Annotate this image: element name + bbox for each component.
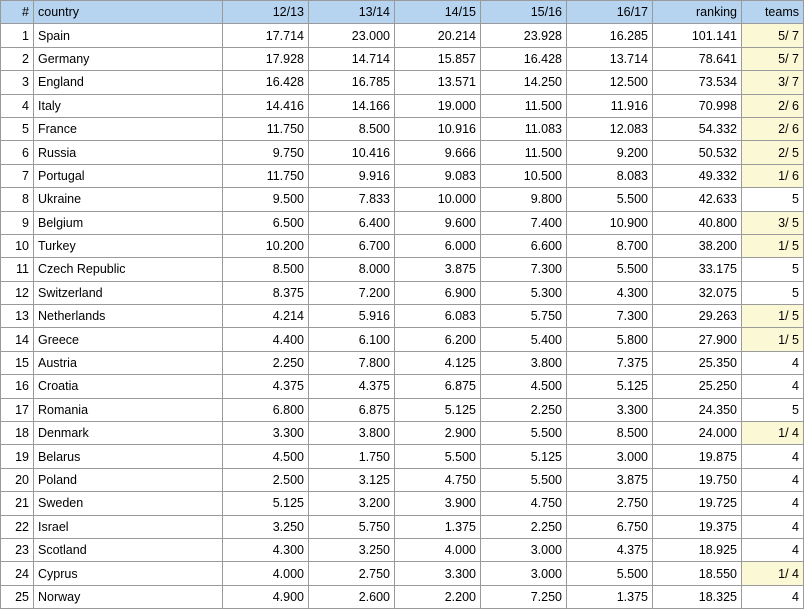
- cell-season-points: 16.785: [309, 71, 395, 94]
- cell-season-points: 5.400: [481, 328, 567, 351]
- cell-rank-number: 4: [1, 94, 34, 117]
- cell-teams: 4: [742, 515, 804, 538]
- cell-season-points: 4.500: [481, 375, 567, 398]
- cell-teams: 4: [742, 351, 804, 374]
- table-row: [1, 211, 804, 234]
- cell-season-points: 2.200: [395, 585, 481, 608]
- cell-season-points: 9.916: [309, 164, 395, 187]
- cell-season-points: 11.750: [223, 117, 309, 140]
- cell-season-points: 11.750: [223, 164, 309, 187]
- cell-total-ranking: 29.263: [653, 305, 742, 328]
- cell-total-ranking: 27.900: [653, 328, 742, 351]
- cell-country: Italy: [34, 94, 223, 117]
- cell-season-points: 9.750: [223, 141, 309, 164]
- cell-rank-number: 2: [1, 47, 34, 70]
- cell-season-points: 12.083: [567, 117, 653, 140]
- cell-rank-number: 3: [1, 71, 34, 94]
- cell-total-ranking: 18.325: [653, 585, 742, 608]
- cell-season-points: 6.600: [481, 234, 567, 257]
- cell-season-points: 6.000: [395, 234, 481, 257]
- cell-season-points: 5.500: [481, 468, 567, 491]
- cell-total-ranking: 33.175: [653, 258, 742, 281]
- cell-season-points: 3.250: [223, 515, 309, 538]
- cell-teams: 4: [742, 492, 804, 515]
- cell-total-ranking: 49.332: [653, 164, 742, 187]
- cell-season-points: 5.750: [309, 515, 395, 538]
- cell-rank-number: 7: [1, 164, 34, 187]
- cell-teams: 1/ 4: [742, 422, 804, 445]
- cell-total-ranking: 101.141: [653, 24, 742, 47]
- cell-rank-number: 1: [1, 24, 34, 47]
- cell-teams: 3/ 5: [742, 211, 804, 234]
- cell-season-points: 6.900: [395, 281, 481, 304]
- column-header-teams[interactable]: teams: [742, 1, 804, 24]
- cell-country: Israel: [34, 515, 223, 538]
- cell-season-points: 4.000: [223, 562, 309, 585]
- cell-total-ranking: 25.350: [653, 351, 742, 374]
- cell-rank-number: 8: [1, 188, 34, 211]
- table-row: [1, 24, 804, 47]
- cell-rank-number: 13: [1, 305, 34, 328]
- cell-country: Netherlands: [34, 305, 223, 328]
- cell-season-points: 6.875: [395, 375, 481, 398]
- cell-season-points: 2.750: [309, 562, 395, 585]
- cell-season-points: 9.666: [395, 141, 481, 164]
- table-row: [1, 47, 804, 70]
- cell-season-points: 4.750: [395, 468, 481, 491]
- cell-total-ranking: 40.800: [653, 211, 742, 234]
- cell-teams: 1/ 5: [742, 328, 804, 351]
- table-row: [1, 188, 804, 211]
- table-row: [1, 585, 804, 608]
- table-row: [1, 515, 804, 538]
- cell-season-points: 1.750: [309, 445, 395, 468]
- column-header-season-1617[interactable]: 16/17: [567, 1, 653, 24]
- cell-rank-number: 6: [1, 141, 34, 164]
- cell-season-points: 6.800: [223, 398, 309, 421]
- cell-season-points: 3.250: [309, 538, 395, 561]
- cell-country: Germany: [34, 47, 223, 70]
- cell-country: Sweden: [34, 492, 223, 515]
- cell-season-points: 3.000: [481, 538, 567, 561]
- table-row: [1, 281, 804, 304]
- cell-season-points: 20.214: [395, 24, 481, 47]
- cell-total-ranking: 19.725: [653, 492, 742, 515]
- cell-season-points: 7.833: [309, 188, 395, 211]
- cell-teams: 5/ 7: [742, 24, 804, 47]
- table-row: [1, 234, 804, 257]
- column-header-season-1213[interactable]: 12/13: [223, 1, 309, 24]
- cell-total-ranking: 18.550: [653, 562, 742, 585]
- cell-season-points: 4.375: [567, 538, 653, 561]
- cell-country: Turkey: [34, 234, 223, 257]
- table-header: [1, 1, 804, 24]
- cell-country: Portugal: [34, 164, 223, 187]
- column-header-season-1314[interactable]: 13/14: [309, 1, 395, 24]
- cell-rank-number: 9: [1, 211, 34, 234]
- cell-total-ranking: 19.750: [653, 468, 742, 491]
- cell-country: France: [34, 117, 223, 140]
- cell-season-points: 5.125: [481, 445, 567, 468]
- cell-season-points: 14.250: [481, 71, 567, 94]
- cell-country: Poland: [34, 468, 223, 491]
- column-header-season-1516[interactable]: 15/16: [481, 1, 567, 24]
- cell-season-points: 5.125: [395, 398, 481, 421]
- cell-season-points: 4.000: [395, 538, 481, 561]
- cell-season-points: 7.250: [481, 585, 567, 608]
- cell-season-points: 15.857: [395, 47, 481, 70]
- cell-season-points: 3.200: [309, 492, 395, 515]
- cell-season-points: 2.250: [481, 515, 567, 538]
- table-body: [1, 24, 804, 609]
- cell-season-points: 6.200: [395, 328, 481, 351]
- table-row: [1, 562, 804, 585]
- cell-season-points: 5.500: [567, 188, 653, 211]
- cell-season-points: 10.900: [567, 211, 653, 234]
- cell-season-points: 9.500: [223, 188, 309, 211]
- cell-total-ranking: 32.075: [653, 281, 742, 304]
- cell-season-points: 3.300: [395, 562, 481, 585]
- cell-season-points: 8.500: [567, 422, 653, 445]
- cell-country: Russia: [34, 141, 223, 164]
- cell-season-points: 3.800: [309, 422, 395, 445]
- cell-season-points: 6.500: [223, 211, 309, 234]
- cell-season-points: 8.375: [223, 281, 309, 304]
- table-row: [1, 141, 804, 164]
- cell-season-points: 2.750: [567, 492, 653, 515]
- cell-total-ranking: 70.998: [653, 94, 742, 117]
- cell-season-points: 23.928: [481, 24, 567, 47]
- cell-season-points: 14.416: [223, 94, 309, 117]
- cell-season-points: 3.300: [567, 398, 653, 421]
- cell-rank-number: 11: [1, 258, 34, 281]
- cell-season-points: 4.125: [395, 351, 481, 374]
- cell-season-points: 8.500: [223, 258, 309, 281]
- cell-season-points: 3.875: [567, 468, 653, 491]
- cell-season-points: 8.700: [567, 234, 653, 257]
- cell-season-points: 4.750: [481, 492, 567, 515]
- cell-season-points: 4.214: [223, 305, 309, 328]
- cell-season-points: 11.500: [481, 141, 567, 164]
- cell-season-points: 6.700: [309, 234, 395, 257]
- table-row: [1, 375, 804, 398]
- table-row: [1, 351, 804, 374]
- cell-country: Belgium: [34, 211, 223, 234]
- cell-teams: 5/ 7: [742, 47, 804, 70]
- cell-season-points: 10.916: [395, 117, 481, 140]
- cell-total-ranking: 54.332: [653, 117, 742, 140]
- cell-total-ranking: 24.000: [653, 422, 742, 445]
- cell-country: Switzerland: [34, 281, 223, 304]
- cell-season-points: 11.083: [481, 117, 567, 140]
- cell-season-points: 10.416: [309, 141, 395, 164]
- cell-season-points: 6.750: [567, 515, 653, 538]
- cell-season-points: 9.083: [395, 164, 481, 187]
- cell-country: Romania: [34, 398, 223, 421]
- cell-season-points: 9.800: [481, 188, 567, 211]
- table-row: [1, 468, 804, 491]
- cell-teams: 5: [742, 281, 804, 304]
- cell-season-points: 14.166: [309, 94, 395, 117]
- cell-season-points: 5.916: [309, 305, 395, 328]
- cell-total-ranking: 73.534: [653, 71, 742, 94]
- cell-country: Norway: [34, 585, 223, 608]
- cell-season-points: 10.200: [223, 234, 309, 257]
- cell-rank-number: 17: [1, 398, 34, 421]
- cell-season-points: 8.083: [567, 164, 653, 187]
- cell-season-points: 19.000: [395, 94, 481, 117]
- cell-season-points: 5.500: [481, 422, 567, 445]
- table-row: [1, 398, 804, 421]
- cell-season-points: 5.125: [567, 375, 653, 398]
- cell-country: Belarus: [34, 445, 223, 468]
- cell-season-points: 10.000: [395, 188, 481, 211]
- cell-rank-number: 5: [1, 117, 34, 140]
- cell-rank-number: 25: [1, 585, 34, 608]
- table-row: [1, 328, 804, 351]
- cell-season-points: 7.200: [309, 281, 395, 304]
- column-header-season-1415[interactable]: 14/15: [395, 1, 481, 24]
- cell-season-points: 13.714: [567, 47, 653, 70]
- cell-season-points: 3.000: [567, 445, 653, 468]
- cell-country: Ukraine: [34, 188, 223, 211]
- cell-season-points: 14.714: [309, 47, 395, 70]
- column-header-ranking[interactable]: ranking: [653, 1, 742, 24]
- cell-rank-number: 18: [1, 422, 34, 445]
- cell-season-points: 4.300: [567, 281, 653, 304]
- cell-season-points: 4.375: [309, 375, 395, 398]
- cell-total-ranking: 50.532: [653, 141, 742, 164]
- cell-season-points: 7.400: [481, 211, 567, 234]
- column-header-num[interactable]: #: [1, 1, 34, 24]
- cell-season-points: 8.500: [309, 117, 395, 140]
- cell-total-ranking: 19.875: [653, 445, 742, 468]
- cell-season-points: 12.500: [567, 71, 653, 94]
- cell-season-points: 4.900: [223, 585, 309, 608]
- cell-rank-number: 15: [1, 351, 34, 374]
- cell-season-points: 7.300: [481, 258, 567, 281]
- cell-season-points: 7.375: [567, 351, 653, 374]
- cell-season-points: 17.714: [223, 24, 309, 47]
- cell-season-points: 7.300: [567, 305, 653, 328]
- table-row: [1, 445, 804, 468]
- cell-rank-number: 23: [1, 538, 34, 561]
- cell-teams: 1/ 4: [742, 562, 804, 585]
- cell-season-points: 5.300: [481, 281, 567, 304]
- cell-rank-number: 22: [1, 515, 34, 538]
- cell-season-points: 5.500: [395, 445, 481, 468]
- cell-teams: 1/ 6: [742, 164, 804, 187]
- cell-teams: 4: [742, 585, 804, 608]
- cell-season-points: 9.200: [567, 141, 653, 164]
- cell-season-points: 11.916: [567, 94, 653, 117]
- cell-country: Austria: [34, 351, 223, 374]
- cell-rank-number: 21: [1, 492, 34, 515]
- cell-country: Croatia: [34, 375, 223, 398]
- cell-country: Scotland: [34, 538, 223, 561]
- cell-season-points: 1.375: [395, 515, 481, 538]
- cell-season-points: 7.800: [309, 351, 395, 374]
- cell-season-points: 16.285: [567, 24, 653, 47]
- cell-total-ranking: 25.250: [653, 375, 742, 398]
- table-row: [1, 164, 804, 187]
- cell-season-points: 16.428: [481, 47, 567, 70]
- cell-country: England: [34, 71, 223, 94]
- cell-season-points: 5.125: [223, 492, 309, 515]
- table-row: [1, 492, 804, 515]
- cell-season-points: 10.500: [481, 164, 567, 187]
- cell-teams: 4: [742, 375, 804, 398]
- cell-total-ranking: 78.641: [653, 47, 742, 70]
- cell-teams: 2/ 5: [742, 141, 804, 164]
- cell-rank-number: 24: [1, 562, 34, 585]
- cell-country: Denmark: [34, 422, 223, 445]
- cell-season-points: 6.875: [309, 398, 395, 421]
- table-row: [1, 258, 804, 281]
- cell-teams: 4: [742, 538, 804, 561]
- cell-season-points: 5.750: [481, 305, 567, 328]
- header-row: [1, 1, 804, 24]
- cell-season-points: 3.875: [395, 258, 481, 281]
- cell-season-points: 5.500: [567, 562, 653, 585]
- cell-season-points: 4.300: [223, 538, 309, 561]
- cell-season-points: 3.300: [223, 422, 309, 445]
- column-header-country[interactable]: country: [34, 1, 223, 24]
- cell-rank-number: 19: [1, 445, 34, 468]
- cell-teams: 1/ 5: [742, 305, 804, 328]
- cell-teams: 2/ 6: [742, 94, 804, 117]
- cell-season-points: 4.500: [223, 445, 309, 468]
- table-row: [1, 117, 804, 140]
- cell-teams: 5: [742, 398, 804, 421]
- table-row: [1, 94, 804, 117]
- cell-total-ranking: 18.925: [653, 538, 742, 561]
- cell-rank-number: 12: [1, 281, 34, 304]
- cell-season-points: 4.375: [223, 375, 309, 398]
- cell-season-points: 8.000: [309, 258, 395, 281]
- table-row: [1, 538, 804, 561]
- cell-season-points: 6.400: [309, 211, 395, 234]
- cell-season-points: 5.800: [567, 328, 653, 351]
- cell-season-points: 3.900: [395, 492, 481, 515]
- cell-season-points: 3.000: [481, 562, 567, 585]
- cell-teams: 2/ 6: [742, 117, 804, 140]
- cell-country: Spain: [34, 24, 223, 47]
- cell-season-points: 2.600: [309, 585, 395, 608]
- cell-country: Czech Republic: [34, 258, 223, 281]
- cell-total-ranking: 38.200: [653, 234, 742, 257]
- cell-season-points: 9.600: [395, 211, 481, 234]
- cell-season-points: 1.375: [567, 585, 653, 608]
- cell-season-points: 16.428: [223, 71, 309, 94]
- cell-season-points: 17.928: [223, 47, 309, 70]
- cell-season-points: 23.000: [309, 24, 395, 47]
- cell-season-points: 2.250: [481, 398, 567, 421]
- cell-country: Greece: [34, 328, 223, 351]
- cell-season-points: 6.083: [395, 305, 481, 328]
- cell-country: Cyprus: [34, 562, 223, 585]
- cell-season-points: 4.400: [223, 328, 309, 351]
- cell-rank-number: 14: [1, 328, 34, 351]
- cell-rank-number: 10: [1, 234, 34, 257]
- cell-season-points: 2.250: [223, 351, 309, 374]
- cell-rank-number: 20: [1, 468, 34, 491]
- table-row: [1, 422, 804, 445]
- table-row: [1, 305, 804, 328]
- cell-teams: 4: [742, 445, 804, 468]
- cell-total-ranking: 42.633: [653, 188, 742, 211]
- cell-teams: 1/ 5: [742, 234, 804, 257]
- cell-season-points: 3.800: [481, 351, 567, 374]
- cell-total-ranking: 24.350: [653, 398, 742, 421]
- cell-teams: 5: [742, 258, 804, 281]
- table-row: [1, 71, 804, 94]
- cell-season-points: 2.900: [395, 422, 481, 445]
- cell-teams: 3/ 7: [742, 71, 804, 94]
- cell-season-points: 13.571: [395, 71, 481, 94]
- cell-season-points: 6.100: [309, 328, 395, 351]
- cell-season-points: 11.500: [481, 94, 567, 117]
- cell-teams: 4: [742, 468, 804, 491]
- cell-total-ranking: 19.375: [653, 515, 742, 538]
- cell-rank-number: 16: [1, 375, 34, 398]
- cell-season-points: 5.500: [567, 258, 653, 281]
- cell-season-points: 3.125: [309, 468, 395, 491]
- cell-season-points: 2.500: [223, 468, 309, 491]
- cell-teams: 5: [742, 188, 804, 211]
